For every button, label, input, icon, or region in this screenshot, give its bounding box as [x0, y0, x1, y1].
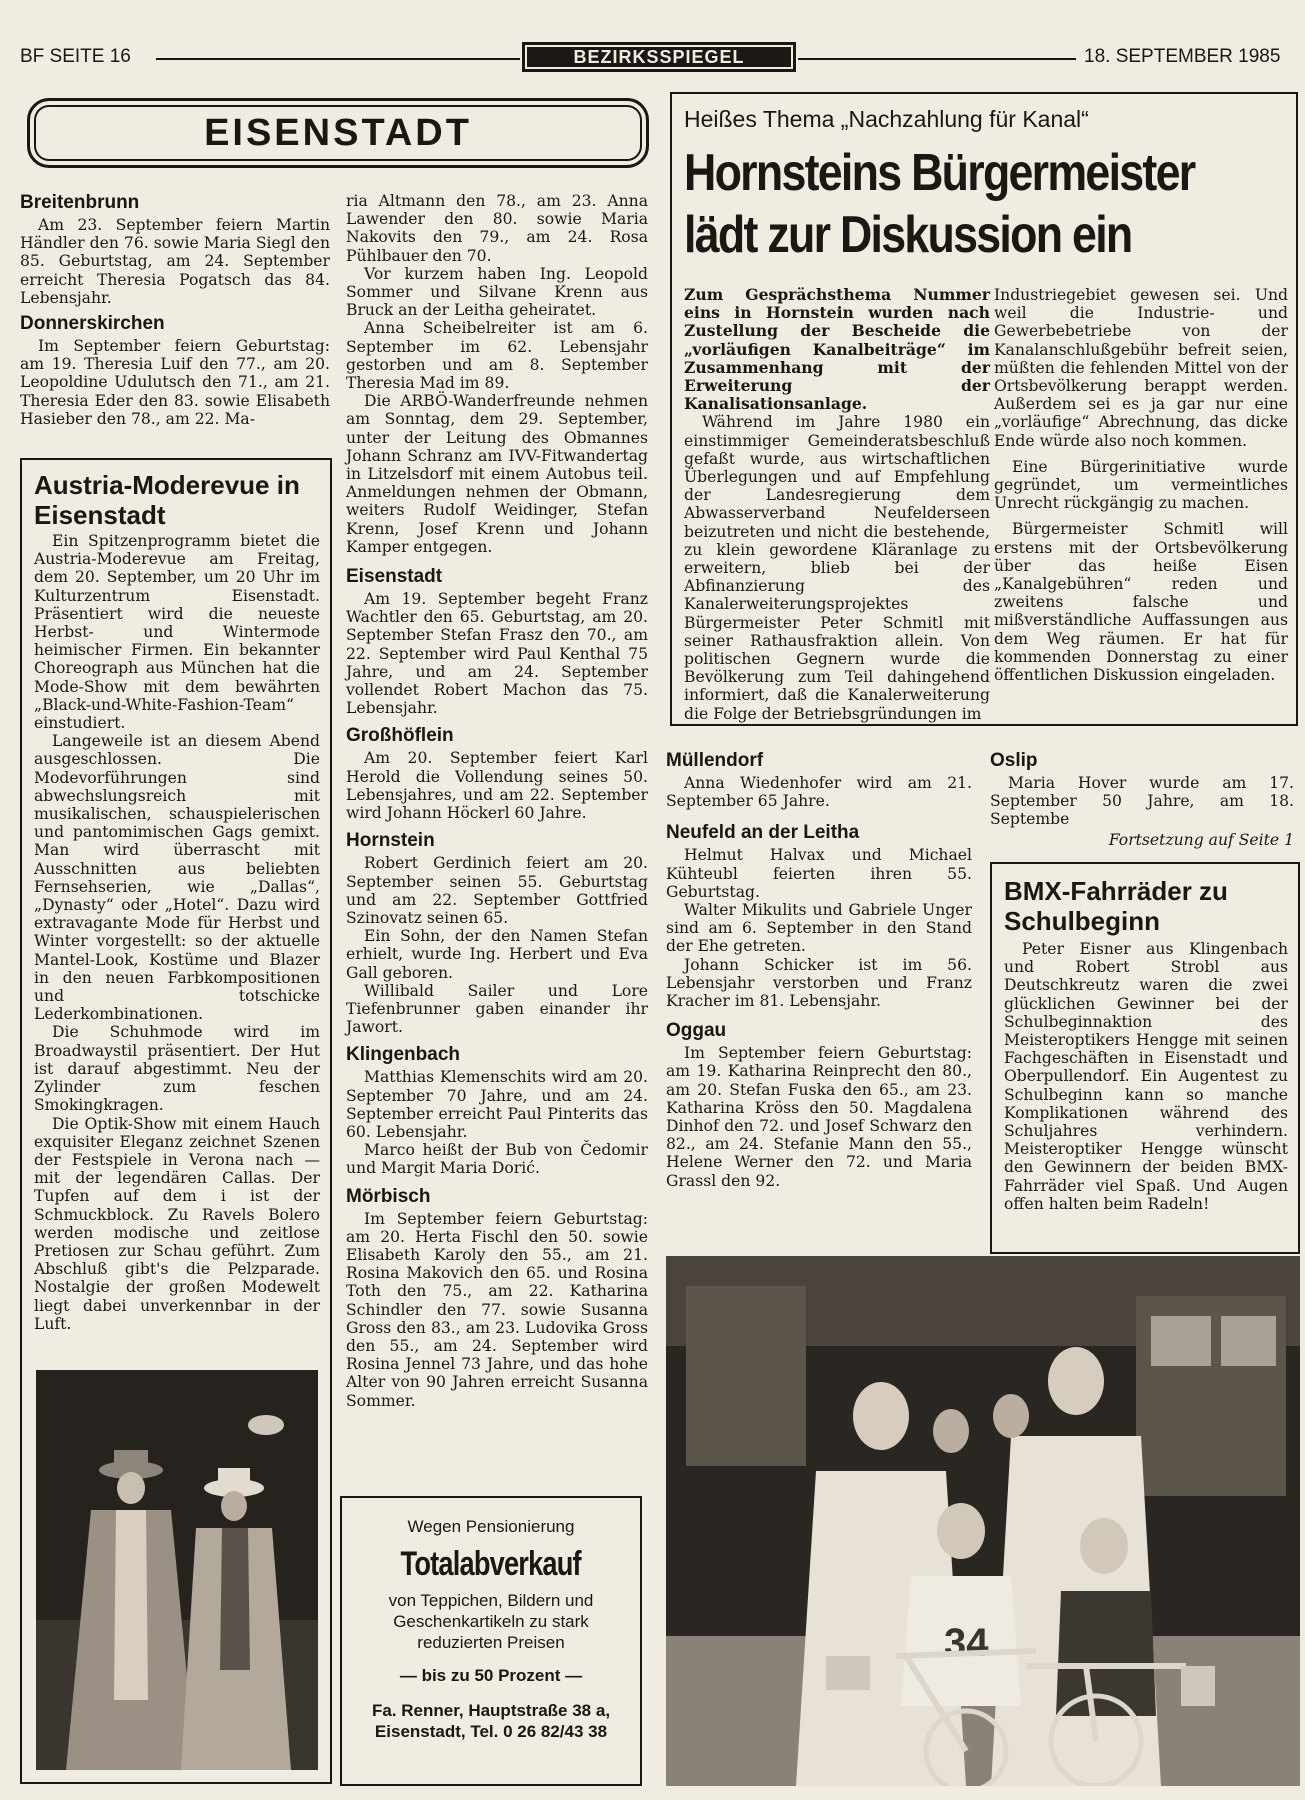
article-kicker: Heißes Thema „Nachzahlung für Kanal“ — [684, 106, 1089, 132]
header-rule-left — [156, 58, 520, 60]
oslip-column — [990, 750, 1294, 849]
article-headline-line-2: lädt zur Diskussion ein — [684, 206, 1132, 264]
middle-intro-paragraph: Vor kurzem haben Ing. Leopold Sommer und Silvane Krenn aus Bruck an der Leitha geheiratet. — [346, 264, 648, 320]
hornstein-paragraph: Ein Sohn, der den Namen Stefan erhielt, wurde Ing. Herbert und Eva Gall geboren. — [346, 927, 648, 982]
jersey-number: 34 — [944, 1621, 989, 1665]
article-paragraph: Bürgermeister Schmitl will erstens mit der Ortsbevölkerung über das heiße Eisen „Kanalgebühren“ reden und zweitens falsche und mißverständliche Auffassungen aus dem Weg räumen. Er hat für kommenden Donnerstag zu einer öffentlichen Diskussion eingeladen. — [994, 520, 1288, 685]
heading-neufeld: Neufeld an der Leitha — [666, 822, 860, 844]
text-oggau: Im September feiern Geburtstag: am 19. Katharina Reinprecht den 80., am 20. Stefan Fuska den 65., am 23. Katharina Kröss den 50. Magdalena Dinhof den 72. und Josef Schwarz den 82., am 24. Stefanie Mann den 55., Helene Werner den 72. und Maria Grassl den 92. — [666, 1044, 972, 1190]
ad-address-1: Fa. Renner, Hauptstraße 38 a, — [371, 1701, 611, 1720]
heading-breitenbrunn: Breitenbrunn — [20, 192, 140, 213]
hornstein-paragraph: Willibald Sailer und Lore Tiefenbrunner gaben einander ihr Jawort. — [346, 981, 648, 1037]
middle-intro-paragraph: Die ARBÖ-Wanderfreunde nehmen am Sonntag, dem 29. September, unter der Leitung des Obmannes Johann Schranz am IVV-Fitwandertag in Litzelsdorf mit einem Autobus teil. Anmeldungen nehmen der Obmann, weiters Rudolf Weidinger, Stefan Krenn, Josef Krenn und Johann Kamper entgegen. — [346, 392, 648, 556]
moderevue-box — [20, 458, 332, 1784]
neufeld-paragraph: Walter Mikulits und Gabriele Unger sind am 6. September in den Stand der Ehe getreten. — [666, 901, 972, 956]
left-column — [20, 192, 330, 428]
text-donnerskirchen: Im September feiern Geburtstag: am 19. Theresia Luif den 77., am 20. Leopoldine Udulutsch den 71., am 21. Theresia Eder den 83. sowie Elisabeth Hasieber den 78., am 22. Ma- — [20, 337, 330, 428]
text-oslip: Maria Hover wurde am 17. September 50 Jahre, am 18. Septembe — [990, 774, 1294, 829]
heading-grosshoeflein: Großhöflein — [346, 725, 454, 747]
article-paragraph: Während im Jahre 1980 ein einstimmiger Gemeinderatsbeschluß gefaßt wurde, aus wirtschaftlichen Überlegungen und auf Empfehlung der Landesregierung dem Abwasserverband Neufelderseen beizutreten und nicht die bestehende, zu klein gewordene Kläranlage zu erweitern, blieb bei der Abfinanzierung des Kanalerweiterungsprojektes Bürgermeister Peter Schmitl mit seiner Rathausfraktion allein. Von politischen Gegnern wurde die Bevölkerung zum Teil dahingehend informiert, daß die Kanalerweiterung die Folge der Betriebsgründungen im — [684, 413, 990, 723]
text-eisenstadt: Am 19. September begeht Franz Wachtler den 65. Geburtstag, am 20. September Stefan Frasz den 70., am 22. September wird Paul Kenthal 75 Jahre, und am 24. September vollendet Robert Machon das 75. Lebensjahr. — [346, 590, 648, 718]
header-rule-right — [798, 58, 1076, 60]
neufeld-paragraph: Helmut Halvax und Michael Kühteubl feierten ihren 55. Geburtstag. — [666, 846, 972, 901]
heading-moerbisch: Mörbisch — [346, 1185, 431, 1207]
ad-address-2: Eisenstadt, Tel. 0 26 82/43 38 — [374, 1722, 608, 1741]
heading-klingenbach: Klingenbach — [346, 1044, 461, 1066]
main-article-box — [670, 92, 1298, 726]
continuation-note: Fortsetzung auf Seite 1 — [1108, 830, 1294, 849]
text-grosshoeflein: Am 20. September feiert Karl Herold die Vollendung seines 50. Lebensjahres, und am 22. September wird Johann Höckerl 60 Jahre. — [346, 749, 648, 823]
article-paragraph: Eine Bürgerinitiative wurde gegründet, um vermeintliches Unrecht rückgängig zu machen. — [994, 457, 1288, 513]
heading-eisenstadt: Eisenstadt — [346, 566, 443, 588]
ad-offer: — bis zu 50 Prozent — — [399, 1666, 583, 1685]
section-title: EISENSTADT — [27, 98, 649, 168]
ad-title: Totalabverkauf — [400, 1545, 582, 1583]
text-moerbisch: Im September feiern Geburtstag: am 20. Herta Fischl den 50. sowie Elisabeth Karoly den 55., am 21. Rosina Makovich den 65. und Rosina Toth den 75., am 22. Katharina Schindler den 77. sowie Susanna Gross den 83., am 23. Ludovika Gross den 55., am 24. September wird Rosina Jennel 73 Jahre, und das hohe Alter von 90 Jahren erreicht Susanna Sommer. — [346, 1209, 648, 1410]
klingenbach-paragraph: Marco heißt der Bub von Čedomir und Margit Maria Dorić. — [346, 1141, 648, 1178]
klingenbach-paragraph: Matthias Klemenschits wird am 20. September 70 Jahre, und am 24. September erreicht Paul Pinterits das 60. Lebensjahr. — [346, 1068, 648, 1141]
hornstein-paragraph: Robert Gerdinich feiert am 20. September seinen 55. Geburtstag und am 22. September Gottfried Szinovatz seinen 65. — [346, 854, 648, 927]
article-paragraph: Industriegebiet gewesen sei. Und weil die Industrie- und Gewerbebetriebe von der Kanalanschlußgebühr befreit seien, müßten die fehlenden Mittel von der Ortsbevölkerung berappt werden. Außerdem sei es ja gar nur eine „vorläufige“ Abrechnung, das dicke Ende würde also noch kommen. — [994, 286, 1288, 450]
heading-donnerskirchen: Donnerskirchen — [20, 313, 165, 335]
heading-moderevue: Austria-Moderevue in Eisenstadt — [34, 470, 300, 530]
right-lower-left-column — [666, 750, 972, 1190]
heading-oggau: Oggau — [666, 1020, 727, 1042]
page-label: BF SEITE 16 — [20, 46, 131, 67]
middle-intro-paragraph: Anna Scheibelreiter ist am 6. September im 62. Lebensjahr gestorben und am 8. September Theresia Mad im 89. — [346, 319, 648, 393]
heading-muellendorf: Müllendorf — [666, 750, 764, 771]
bmx-photo — [666, 1256, 1300, 1786]
page-date: 18. SEPTEMBER 1985 — [1084, 46, 1281, 67]
neufeld-paragraph: Johann Schicker ist im 56. Lebensjahr verstorben und Franz Kracher im 81. Lebensjahr. — [666, 955, 972, 1011]
article-lead: Zum Gesprächsthema Nummer eins in Hornstein wurden nach Zustellung der Bescheide die „vorläufigen Kanalbeiträge“ im Zusammenhang mit der Erweiterung der Kanalisationsanlage. — [684, 285, 990, 414]
text-muellendorf: Anna Wiedenhofer wird am 21. September 65 Jahre. — [666, 774, 972, 811]
moderevue-paragraph: Die Schuhmode wird im Broadwaystil präsentiert. Der Hut ist darauf abgestimmt. Neu der Zylinder zum feschen Smokingkragen. — [34, 1023, 320, 1115]
ad-line-1: Wegen Pensionierung — [407, 1517, 575, 1536]
middle-intro-paragraph: ria Altmann den 78., am 23. Anna Lawender den 80. sowie Maria Nakovits den 79., am 24. Rosa Pühlbauer den 70. — [346, 192, 648, 265]
heading-oslip: Oslip — [990, 750, 1038, 771]
middle-column — [346, 192, 648, 1410]
ad-line-2: von Teppichen, Bildern und Geschenkartikeln zu stark reduzierten Preisen — [388, 1591, 594, 1652]
article-headline-line-1: Hornsteins Bürgermeister — [684, 144, 1195, 202]
text-bmx: Peter Eisner aus Klingenbach und Robert Strobl aus Deutschkreutz waren die zwei glücklichen Gewinner bei der Schulbeginnaktion des Meisteroptikers Hengge mit seinen Fachgeschäften in Eisenstadt und Oberpullendorf. Ein Augentest zu Schulbeginn kann so manche Komplikationen während des Schuljahres verhindern. Meisteroptiker Hengge wünscht den Gewinnern der beiden BMX-Fahrräder viel Spaß. Und Augen offen halten beim Radeln! — [1004, 940, 1288, 1213]
moderevue-paragraph: Die Optik-Show mit einem Hauch exquisiter Eleganz zeichnet Szenen der Festspiele in Verona nach — mit der legendären Callas. Der Tupfen auf dem i ist der Schmuckblock. Zu Ravels Bolero werden modische und zeitlose Pretiosen zur Schau geführt. Zum Abschluß gibt's die Pelzparade. Nostalgie der großen Modewelt liegt dabei unverkennbar in der Luft. — [34, 1114, 320, 1333]
fashion-photo — [36, 1370, 318, 1770]
text-breitenbrunn: Am 23. September feiern Martin Händler den 76. sowie Maria Siegl den 85. Geburtstag, am 24. September erreicht Theresia Pogatsch das 84. Lebensjahr. — [20, 216, 330, 307]
heading-hornstein: Hornstein — [346, 830, 435, 852]
totalabverkauf-ad — [340, 1496, 642, 1786]
section-label: BEZIRKSSPIEGEL — [522, 42, 796, 72]
heading-bmx: BMX-Fahrräder zu Schulbeginn — [1004, 876, 1228, 936]
moderevue-paragraph: Ein Spitzenprogramm bietet die Austria-Moderevue am Freitag, dem 20. September, um 20 Uhr im Kulturzentrum Eisenstadt. Präsentiert wird die neueste Herbst- und Wintermode heimischer Firmen. Ein bekannter Choreograph aus München hat die Mode-Show mit dem bewährten „Black-und-White-Fashion-Team“ einstudiert. — [34, 532, 320, 733]
bmx-box — [990, 862, 1300, 1254]
moderevue-paragraph: Langeweile ist an diesem Abend ausgeschlossen. Die Modevorführungen sind abwechslungsreich mit musikalischen, schauspielerischen und pantomimischen Gags gemixt. Man wird überrascht mit Ausschnitten aus beliebten Fernsehserien, wie „Dallas“, „Dynasty“ oder „Hotel“. Dazu wird extravagante Mode für Herbst und Winter vorgestellt: so der aktuelle Mantel-Look, Kostüme und Blazer in den neuen Farbkompositionen und totschicke Lederkombinationen. — [34, 732, 320, 1024]
